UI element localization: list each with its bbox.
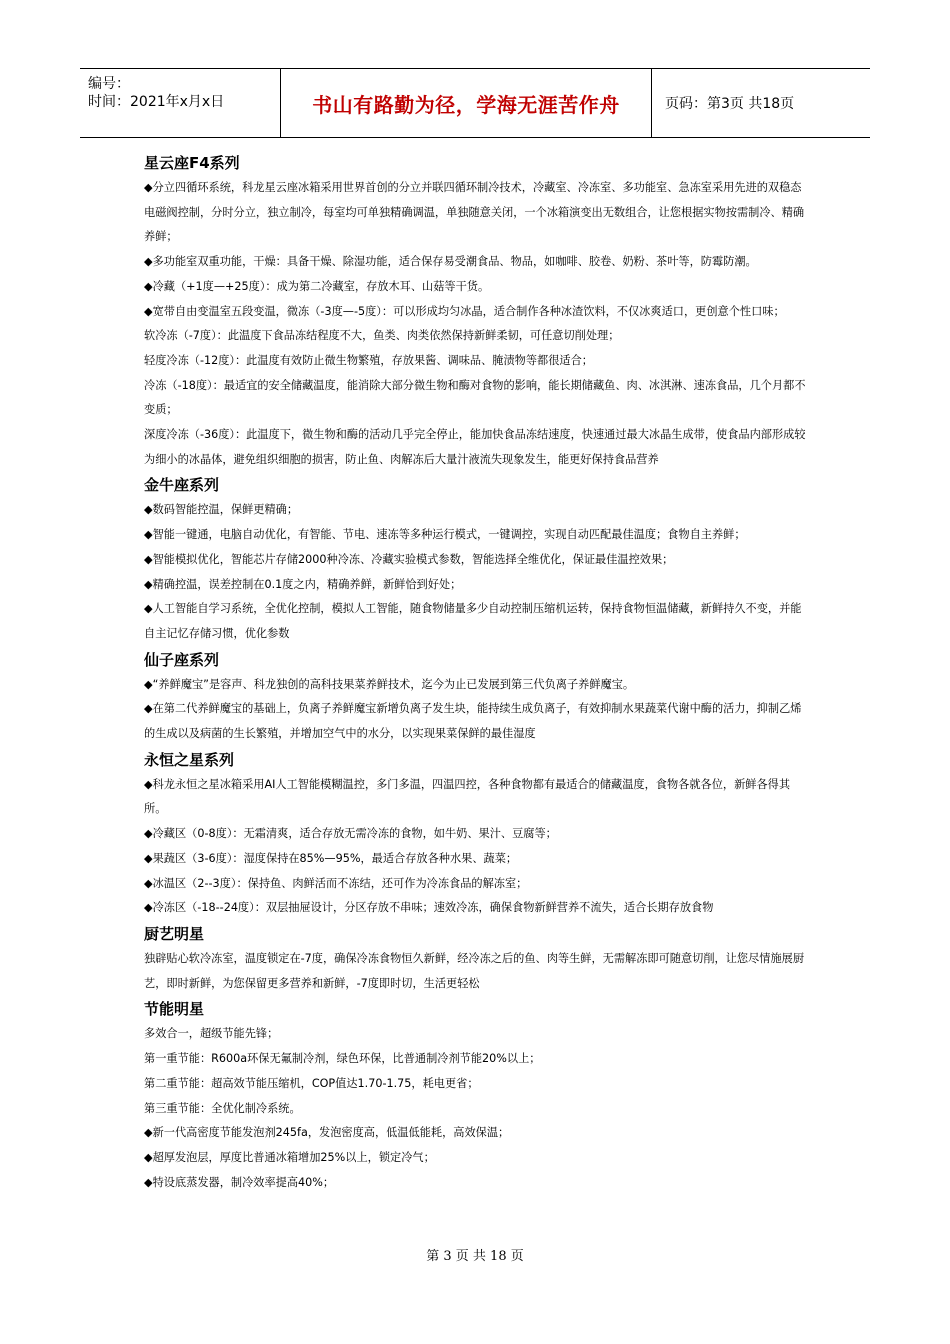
section-paragraph: 冷冻（-18度）：最适宜的安全储藏温度，能消除大部分微生物和酶对食物的影响，能长期储藏鱼、肉、冰淇淋、速冻食品，几个月都不变质； bbox=[144, 378, 806, 417]
section-paragraph: 第二重节能：超高效节能压缩机，COP值达1.70-1.75，耗电更省； bbox=[144, 1076, 479, 1090]
section-title: 星云座F4系列 bbox=[144, 154, 240, 172]
section-paragraph: 第一重节能：R600a环保无氟制冷剂，绿色环保，比普通制冷剂节能20%以上； bbox=[144, 1052, 541, 1066]
section-title: 永恒之星系列 bbox=[144, 750, 235, 769]
section-paragraph: ◆冷冻区（-18--24度）：双层抽屉设计，分区存放不串味；速效冷冻，确保食物新鲜营养不流失，适合长期存放食物 bbox=[144, 901, 714, 915]
section-paragraph: 轻度冷冻（-12度）：此温度有效防止微生物繁殖，存放果酱、调味品、腌渍物等都很适合； bbox=[144, 353, 593, 367]
section-paragraph: 深度冷冻（-36度）：此温度下，微生物和酶的活动几乎完全停止，能加快食品冻结速度，快速通过最大冰晶生成带，使食品内部形成较为细小的冰晶体，避免组织细胞的损害，防止鱼、肉解冻后大量汁液流失现象发生，能更好保持食品营养 bbox=[144, 428, 806, 466]
section-paragraph: ◆特设底蒸发器，制冷效率提高40%； bbox=[144, 1175, 335, 1189]
section-paragraph: ◆多功能室双重功能，干燥：具备干燥、除湿功能，适合保存易受潮食品、物品，如咖啡、胶卷、奶粉、茶叶等，防霉防潮。 bbox=[144, 255, 757, 269]
section-paragraph: ◆超厚发泡层，厚度比普通冰箱增加25%以上，锁定冷气； bbox=[144, 1150, 435, 1164]
section-paragraph: ◆数码智能控温，保鲜更精确； bbox=[144, 503, 299, 517]
header-page-label: 页码：第3页 共18页 bbox=[665, 96, 795, 112]
section-title: 仙子座系列 bbox=[144, 650, 220, 669]
page-header bbox=[80, 68, 870, 138]
section-paragraph: ◆冷藏区（0-8度）：无霜清爽，适合存放无需冷冻的食物，如牛奶、果汁、豆腐等； bbox=[144, 827, 557, 841]
page-footer: 第 3 页 共 18 页 bbox=[426, 1249, 524, 1264]
header-motto-cell bbox=[281, 69, 652, 137]
section-paragraph: ◆人工智能自学习系统，全优化控制，模拟人工智能，随食物储量多少自动控制压缩机运转，保持食物恒温储藏，新鲜持久不变，并能自主记忆存储习惯，优化参数 bbox=[144, 602, 802, 640]
section-paragraph: ◆科龙永恒之星冰箱采用AI人工智能模糊温控，多门多温，四温四控，各种食物都有最适合的储藏温度，食物各就各位，新鲜各得其所。 bbox=[144, 777, 791, 816]
section-paragraph: ◆精确控温，误差控制在0.1度之内，精确养鲜，新鲜恰到好处； bbox=[144, 577, 462, 591]
section-paragraph: ◆“养鲜魔宝”是容声、科龙独创的高科技果菜养鲜技术，迄今为止已发展到第三代负离子养鲜魔宝。 bbox=[144, 677, 635, 691]
section-paragraph: ◆宽带自由变温室五段变温，微冻（-3度—-5度）：可以形成均匀冰晶，适合制作各种冰渣饮料，不仅冰爽适口，更创意个性口味； bbox=[144, 304, 785, 318]
section-paragraph: ◆果蔬区（3-6度）：湿度保持在85%—95%，最适合存放各种水果、蔬菜； bbox=[144, 851, 518, 865]
section-paragraph: ◆新一代高密度节能发泡剂245fa，发泡密度高，低温低能耗，高效保温； bbox=[144, 1126, 510, 1140]
section-paragraph: ◆分立四循环系统，科龙星云座冰箱采用世界首创的分立并联四循环制冷技术，冷藏室、冷冻室、多功能室、急冻室采用先进的双稳态电磁阀控制，分时分立，独立制冷，每室均可单独精确调温，单独随意关闭，一个冰箱演变出无数组合，让您根据实物按需制冷、精确养鲜； bbox=[144, 181, 805, 244]
section-title: 节能明星 bbox=[144, 1000, 205, 1019]
document-number-label: 编号： bbox=[88, 76, 130, 92]
section-paragraph: 多效合一，超级节能先锋； bbox=[144, 1027, 279, 1041]
section-title: 厨艺明星 bbox=[144, 924, 205, 943]
document-body bbox=[144, 150, 810, 1195]
section-paragraph: ◆冷藏（+1度—+25度）：成为第二冷藏室，存放木耳、山菇等干货。 bbox=[144, 279, 490, 293]
section-paragraph: 第三重节能：全优化制冷系统。 bbox=[144, 1101, 301, 1115]
section-paragraph: ◆智能一键通，电脑自动优化，有智能、节电、速冻等多种运行模式，一键调控，实现自动匹配最佳温度；食物自主养鲜； bbox=[144, 528, 746, 542]
section-title: 金牛座系列 bbox=[144, 476, 220, 495]
section-paragraph: 软冷冻（-7度）：此温度下食品冻结程度不大，鱼类、肉类依然保持新鲜柔韧，可任意切削处理； bbox=[144, 329, 620, 343]
section-paragraph: ◆冰温区（2--3度）：保持鱼、肉鲜活而不冻结，还可作为冷冻食品的解冻室； bbox=[144, 876, 528, 890]
document-date-label: 时间：2021年x月x日 bbox=[88, 94, 225, 110]
section-paragraph: ◆在第二代养鲜魔宝的基础上，负离子养鲜魔宝新增负离子发生块，能持续生成负离子，有效抑制水果蔬菜代谢中酶的活力，抑制乙烯的生成以及病菌的生长繁殖，并增加空气中的水分，以实现果菜保鲜的最佳湿度 bbox=[144, 702, 802, 741]
header-motto: 书山有路勤为径，学海无涯苦作舟 bbox=[312, 93, 620, 117]
section-paragraph: 独辟贴心软冷冻室，温度锁定在-7度，确保冷冻食物恒久新鲜，经冷冻之后的鱼、肉等生鲜，无需解冻即可随意切削，让您尽情施展厨艺，即时新鲜，为您保留更多营养和新鲜，-7度即时切，生活更轻松 bbox=[144, 951, 805, 990]
header-info-cell bbox=[80, 69, 281, 137]
section-paragraph: ◆智能模拟优化，智能芯片存储2000种冷冻、冷藏实验模式参数，智能选择全维优化，保证最佳温控效果； bbox=[144, 552, 674, 566]
